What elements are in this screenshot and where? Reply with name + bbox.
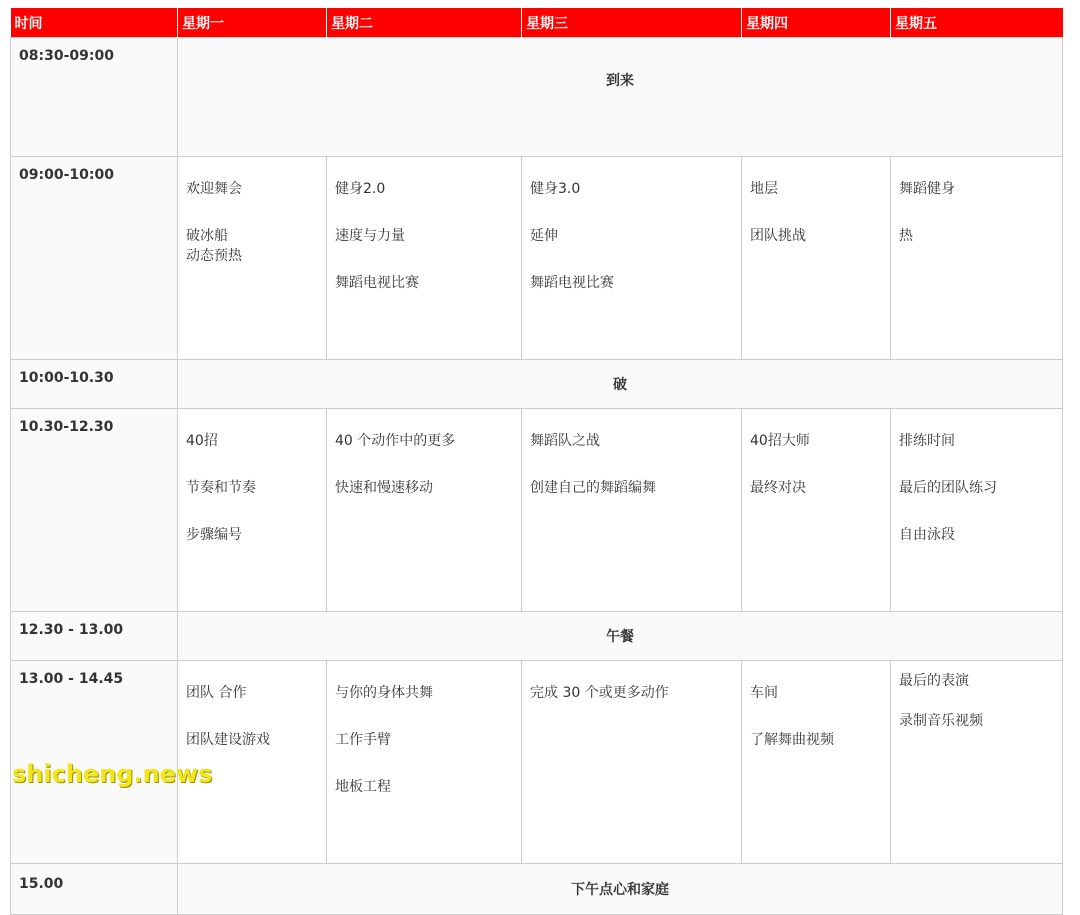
time-cell: 10:00-10.30: [11, 360, 178, 409]
time-cell: 13.00 - 14.45: [11, 661, 178, 864]
activity: 创建自己的舞蹈编舞: [530, 480, 656, 496]
activity: 舞蹈电视比赛: [335, 275, 419, 291]
activity: 舞蹈电视比赛: [530, 275, 614, 291]
activity: 破冰船: [186, 228, 228, 244]
cell-friday: [891, 661, 1063, 864]
table-row: [11, 157, 1063, 360]
header-tuesday: 星期二: [327, 8, 522, 38]
activity: 舞蹈健身: [899, 181, 955, 197]
activity: 团队建设游戏: [186, 732, 270, 748]
header-row: [11, 8, 1063, 38]
cell-friday: [891, 157, 1063, 360]
cell-monday: [178, 157, 327, 360]
activity: 地板工程: [335, 779, 391, 795]
activity: 录制音乐视频: [899, 713, 983, 729]
cell-wednesday: [522, 157, 742, 360]
activity: 40招大师: [750, 433, 810, 449]
activity: 排练时间: [899, 433, 955, 449]
activity: 最后的表演: [899, 673, 969, 689]
time-cell: 12.30 - 13.00: [11, 612, 178, 661]
activity: 最终对决: [750, 480, 806, 496]
cell-monday: [178, 409, 327, 612]
span-cell-break: 破: [178, 360, 1063, 409]
time-cell: 10.30-12.30: [11, 409, 178, 612]
cell-tuesday: [327, 409, 522, 612]
span-cell-lunch: 午餐: [178, 612, 1063, 661]
activity: 工作手臂: [335, 732, 391, 748]
activity: 健身2.0: [335, 181, 386, 197]
activity: 快速和慢速移动: [335, 480, 433, 496]
activity: 节奏和节奏: [186, 480, 256, 496]
table-row: [11, 612, 1063, 661]
time-cell: 08:30-09:00: [11, 38, 178, 157]
time-cell: 15.00: [11, 864, 178, 915]
activity: 了解舞曲视频: [750, 732, 834, 748]
table-row: [11, 360, 1063, 409]
watermark: shicheng.news: [12, 760, 213, 788]
activity: 步骤编号: [186, 527, 242, 543]
cell-friday: [891, 409, 1063, 612]
cell-wednesday: [522, 409, 742, 612]
span-cell-arrival: 到来: [178, 38, 1063, 157]
activity: 团队 合作: [186, 685, 247, 701]
cell-wednesday: [522, 661, 742, 864]
header-wednesday: 星期三: [522, 8, 742, 38]
header-time: 时间: [11, 8, 178, 38]
cell-thursday: [742, 661, 891, 864]
cell-thursday: [742, 409, 891, 612]
activity: 车间: [750, 685, 778, 701]
activity: 舞蹈队之战: [530, 433, 600, 449]
activity: 健身3.0: [530, 181, 581, 197]
activity: 与你的身体共舞: [335, 685, 433, 701]
table-row: [11, 38, 1063, 157]
table-row: [11, 864, 1063, 915]
activity: 速度与力量: [335, 228, 405, 244]
activity: 热: [899, 228, 913, 244]
activity: 40 个动作中的更多: [335, 433, 456, 449]
time-cell: 09:00-10:00: [11, 157, 178, 360]
table-row: [11, 409, 1063, 612]
activity: 欢迎舞会: [186, 181, 242, 197]
activity: 团队挑战: [750, 228, 806, 244]
activity: 最后的团队练习: [899, 480, 997, 496]
span-cell-snack: 下午点心和家庭: [178, 864, 1063, 915]
header-thursday: 星期四: [742, 8, 891, 38]
cell-tuesday: [327, 157, 522, 360]
activity: 40招: [186, 433, 218, 449]
cell-tuesday: [327, 661, 522, 864]
activity: 自由泳段: [899, 527, 955, 543]
activity: 动态预热: [186, 248, 242, 264]
cell-thursday: [742, 157, 891, 360]
activity: 地层: [750, 181, 778, 197]
activity: 完成 30 个或更多动作: [530, 685, 669, 701]
activity: 延伸: [530, 228, 558, 244]
header-friday: 星期五: [891, 8, 1063, 38]
header-monday: 星期一: [178, 8, 327, 38]
